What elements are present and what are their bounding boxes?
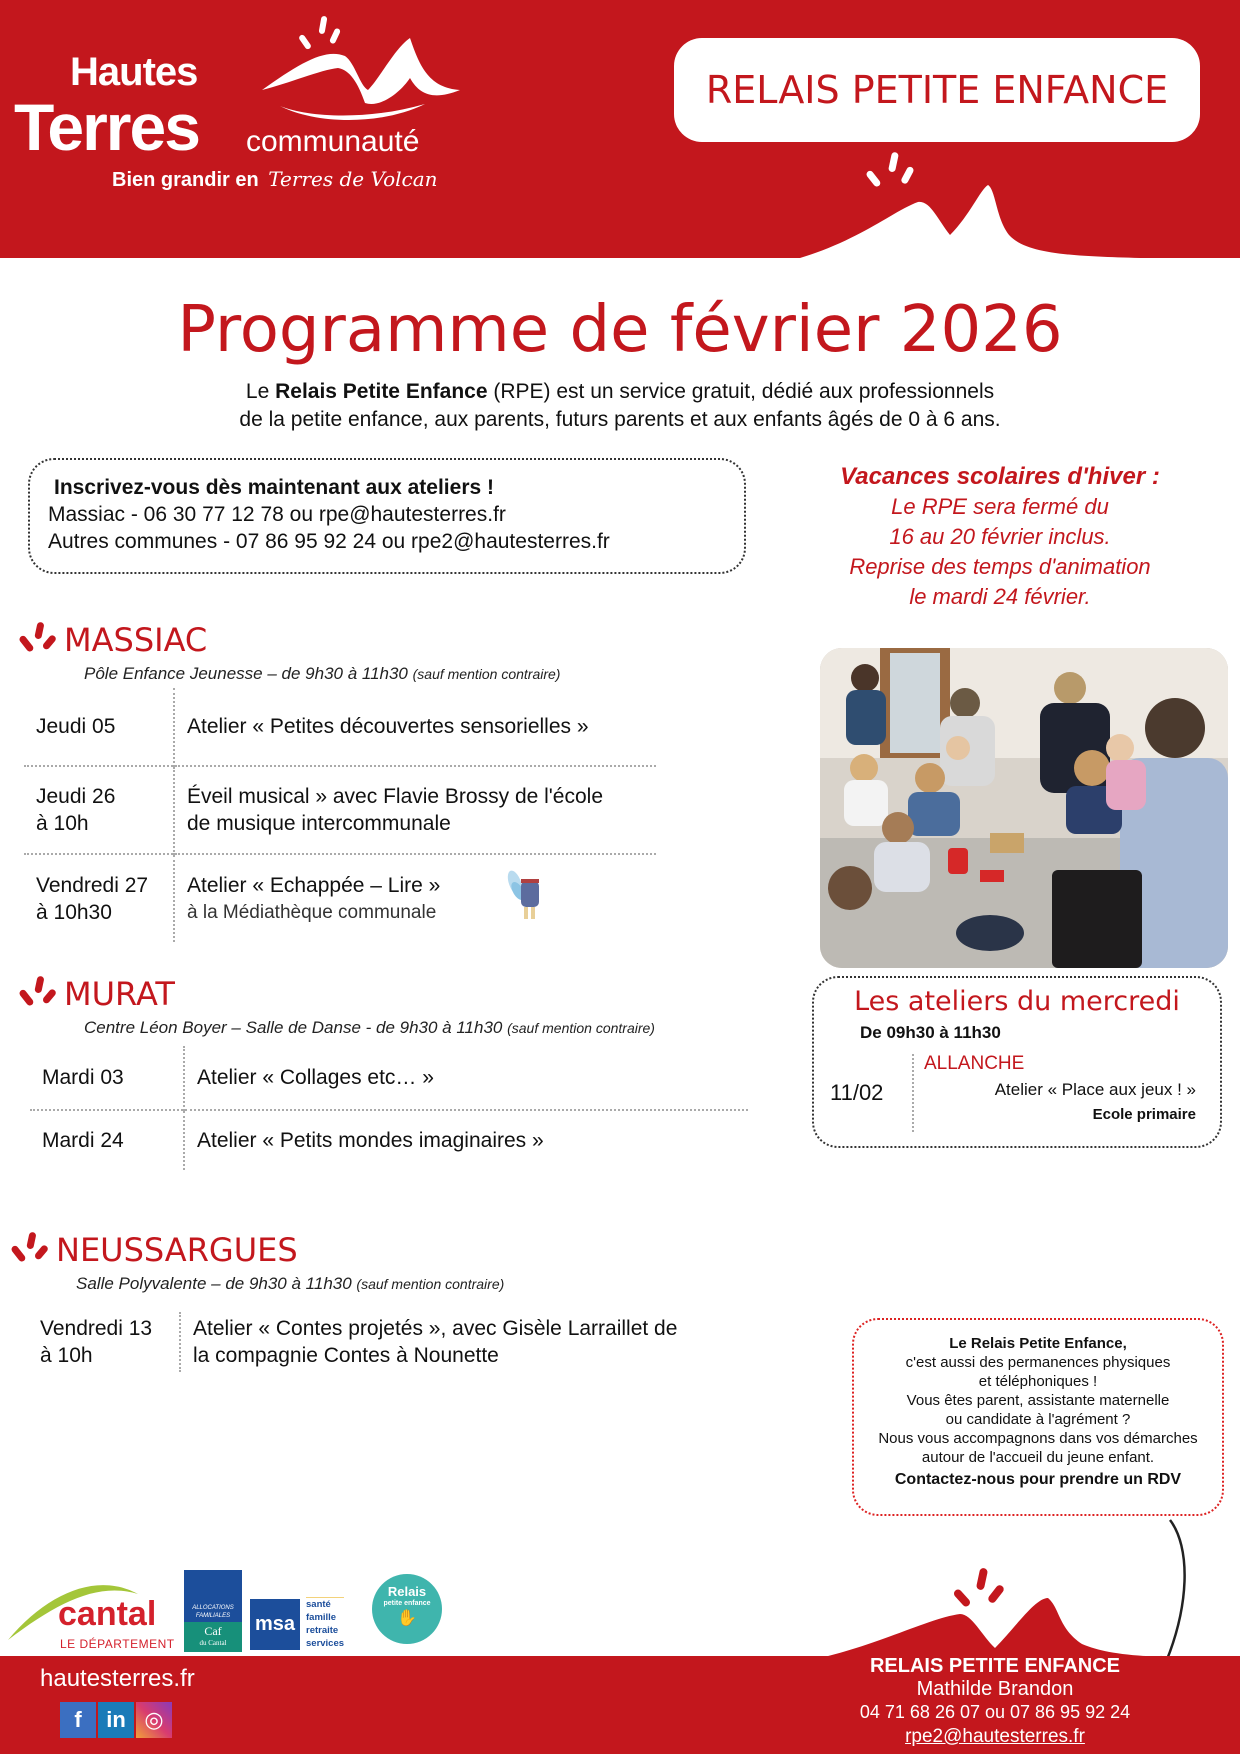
event-date: Vendredi 13 à 10h — [28, 1312, 180, 1372]
rpe-badge-title: Relais — [387, 1584, 427, 1599]
section-note: (sauf mention contraire) — [412, 666, 561, 682]
event-date: Jeudi 05 — [24, 688, 174, 766]
caf-name: Caf — [204, 1624, 222, 1638]
section-title-massiac: MASSIAC — [64, 621, 208, 659]
schedule-neussargues — [28, 1312, 728, 1372]
section-sub-murat — [84, 1016, 655, 1040]
schedule-massiac — [24, 688, 656, 942]
linkedin-icon[interactable]: in — [98, 1702, 134, 1738]
logo-communaute: communauté — [246, 125, 420, 158]
caf-sub: du Cantal — [199, 1639, 227, 1647]
caf-logo — [184, 1570, 242, 1652]
info-line: Vous êtes parent, assistante maternelle — [906, 1392, 1170, 1409]
intro-line-1 — [0, 378, 1240, 406]
logo-terres: Terres — [14, 90, 199, 164]
info-line: ou candidate à l'agrément ? — [945, 1411, 1131, 1428]
msa-line: retraite — [306, 1625, 339, 1636]
mercredi-hours: De 09h30 à 11h30 — [860, 1023, 1001, 1042]
website-link[interactable]: hautesterres.fr — [40, 1665, 195, 1692]
event-activity: Atelier « Petits mondes imaginaires » — [184, 1110, 748, 1170]
table-row — [28, 1312, 728, 1372]
rpe-badge-title: RELAIS PETITE ENFANCE — [705, 68, 1169, 112]
page-title: Programme de février 2026 — [177, 293, 1063, 367]
section-title-neussargues: NEUSSARGUES — [56, 1231, 298, 1269]
event-activity: Atelier « Collages etc… » — [197, 1066, 434, 1089]
event-activity: Atelier « Echappée – Lire » à la Médiathèque communale — [174, 854, 656, 942]
fairy-book-icon — [505, 869, 545, 925]
event-date: Jeudi 26 à 10h — [24, 766, 174, 854]
info-line: Nous vous accompagnons dans vos démarches — [878, 1430, 1198, 1447]
logo-tagline — [112, 164, 438, 194]
cantal-logo: cantal — [58, 1595, 157, 1633]
section-place: Salle Polyvalente – de 9h30 à 11h30 — [76, 1274, 352, 1293]
tagline-script: Terres de Volcan — [268, 167, 438, 191]
intro-rest: (RPE) est un service gratuit, dédié aux professionnels — [493, 380, 995, 403]
section-note: (sauf mention contraire) — [507, 1020, 655, 1036]
logo-mountain-icon — [220, 8, 460, 128]
signup-box — [28, 458, 746, 574]
section-murat-header — [18, 972, 418, 1016]
volcano-icon — [800, 150, 1140, 260]
logo-hautes: Hautes — [70, 50, 198, 94]
vacances-line: 16 au 20 février inclus. — [889, 524, 1111, 549]
section-sub-neussargues — [76, 1272, 504, 1296]
table-row — [24, 766, 656, 854]
facebook-icon[interactable]: f — [60, 1702, 96, 1738]
workshop-photo — [820, 648, 1228, 968]
vacances-notice — [780, 462, 1220, 612]
caf-bottom — [184, 1622, 242, 1652]
mercredi-divider — [912, 1054, 914, 1132]
section-neussargues-header — [10, 1228, 410, 1272]
vacances-line: Reprise des temps d'animation — [849, 554, 1151, 579]
info-line: c'est aussi des permanences physiques — [905, 1354, 1171, 1371]
info-line: et téléphoniques ! — [978, 1373, 1098, 1390]
section-sub-massiac — [84, 662, 560, 686]
section-title-murat: MURAT — [64, 975, 175, 1013]
info-lead: Le Relais Petite Enfance, — [949, 1335, 1127, 1352]
mercredi-place: ALLANCHE — [924, 1053, 1025, 1074]
msa-line: services — [306, 1638, 345, 1649]
table-row — [24, 854, 656, 942]
event-activity: Éveil musical » avec Flavie Brossy de l'école de musique intercommunale — [174, 766, 656, 854]
section-note: (sauf mention contraire) — [356, 1276, 505, 1292]
intro-line-2: de la petite enfance, aux parents, futurs parents et aux enfants âgés de 0 à 6 ans. — [239, 408, 1001, 431]
msa-line: famille — [306, 1612, 337, 1623]
tagline-plain: Bien grandir en — [112, 169, 259, 191]
ateliers-mercredi-box — [812, 976, 1222, 1148]
mercredi-activity: Atelier « Place aux jeux ! » — [994, 1080, 1196, 1099]
rpe-info-box — [852, 1318, 1224, 1516]
table-row — [30, 1046, 748, 1110]
event-date: Mardi 24 — [30, 1110, 184, 1170]
mercredi-title: Les ateliers du mercredi — [854, 986, 1180, 1017]
section-massiac-header — [18, 618, 418, 662]
section-place: Pôle Enfance Jeunesse – de 9h30 à 11h30 — [84, 664, 408, 683]
msa-services — [306, 1597, 344, 1650]
vacances-line: Le RPE sera fermé du — [891, 494, 1109, 519]
vacances-title: Vacances scolaires d'hiver : — [840, 463, 1160, 490]
intro-prefix: Le — [245, 380, 270, 403]
event-date: Vendredi 27 à 10h30 — [24, 854, 174, 942]
signup-title: Inscrivez-vous dès maintenant aux ateliers ! — [54, 476, 494, 499]
event-activity: Atelier « Contes projetés », avec Gisèle Larraillet de la compagnie Contes à Nounette — [193, 1317, 678, 1367]
info-line: autour de l'accueil du jeune enfant. — [921, 1449, 1155, 1466]
signup-line-massiac[interactable]: Massiac - 06 30 77 12 78 ou rpe@hautesterres.fr — [48, 503, 506, 526]
caf-top-label: ALLOCATIONS FAMILIALES — [192, 1605, 234, 1619]
section-place: Centre Léon Boyer – Salle de Danse - de 9h30 à 11h30 — [84, 1018, 503, 1037]
contact-email-link[interactable]: rpe2@hautesterres.fr — [905, 1726, 1085, 1747]
contact-title: RELAIS PETITE ENFANCE — [869, 1655, 1121, 1677]
msa-logo: msa — [250, 1599, 300, 1650]
contact-name: Mathilde Brandon — [916, 1678, 1074, 1700]
event-date: Mardi 03 — [30, 1046, 184, 1110]
event-activity: Atelier « Petites découvertes sensorielles » — [187, 715, 589, 738]
contact-phones[interactable]: 04 71 68 26 07 ou 07 86 95 92 24 — [859, 1702, 1131, 1722]
cantal-dept-label: LE DÉPARTEMENT — [60, 1637, 175, 1651]
rpe-title-badge — [674, 38, 1200, 142]
signup-line-autres[interactable]: Autres communes - 07 86 95 92 24 ou rpe2@hautesterres.fr — [48, 530, 610, 553]
section-marker-icon — [18, 622, 58, 656]
mercredi-location: Ecole primaire — [1092, 1106, 1196, 1123]
rpe-network-badge — [372, 1574, 442, 1644]
info-cta: Contactez-nous pour prendre un RDV — [894, 1471, 1182, 1488]
table-row — [24, 688, 656, 766]
mercredi-date: 11/02 — [830, 1080, 884, 1105]
footer-contact — [800, 1654, 1190, 1749]
photo-children-music-icon — [820, 648, 1228, 968]
footer-volcano-icon — [820, 1548, 1240, 1658]
intro-text — [0, 378, 1240, 434]
rpe-badge-sub: petite enfance — [383, 1600, 431, 1607]
table-row — [30, 1110, 748, 1170]
instagram-icon[interactable]: ◎ — [136, 1702, 172, 1738]
schedule-murat — [30, 1046, 748, 1170]
intro-bold: Relais Petite Enfance — [275, 380, 488, 403]
section-marker-icon — [10, 1232, 50, 1266]
section-marker-icon — [18, 976, 58, 1010]
vacances-line: le mardi 24 février. — [909, 584, 1091, 609]
msa-line: santé — [306, 1599, 331, 1610]
hand-icon: ✋ — [397, 1610, 417, 1627]
